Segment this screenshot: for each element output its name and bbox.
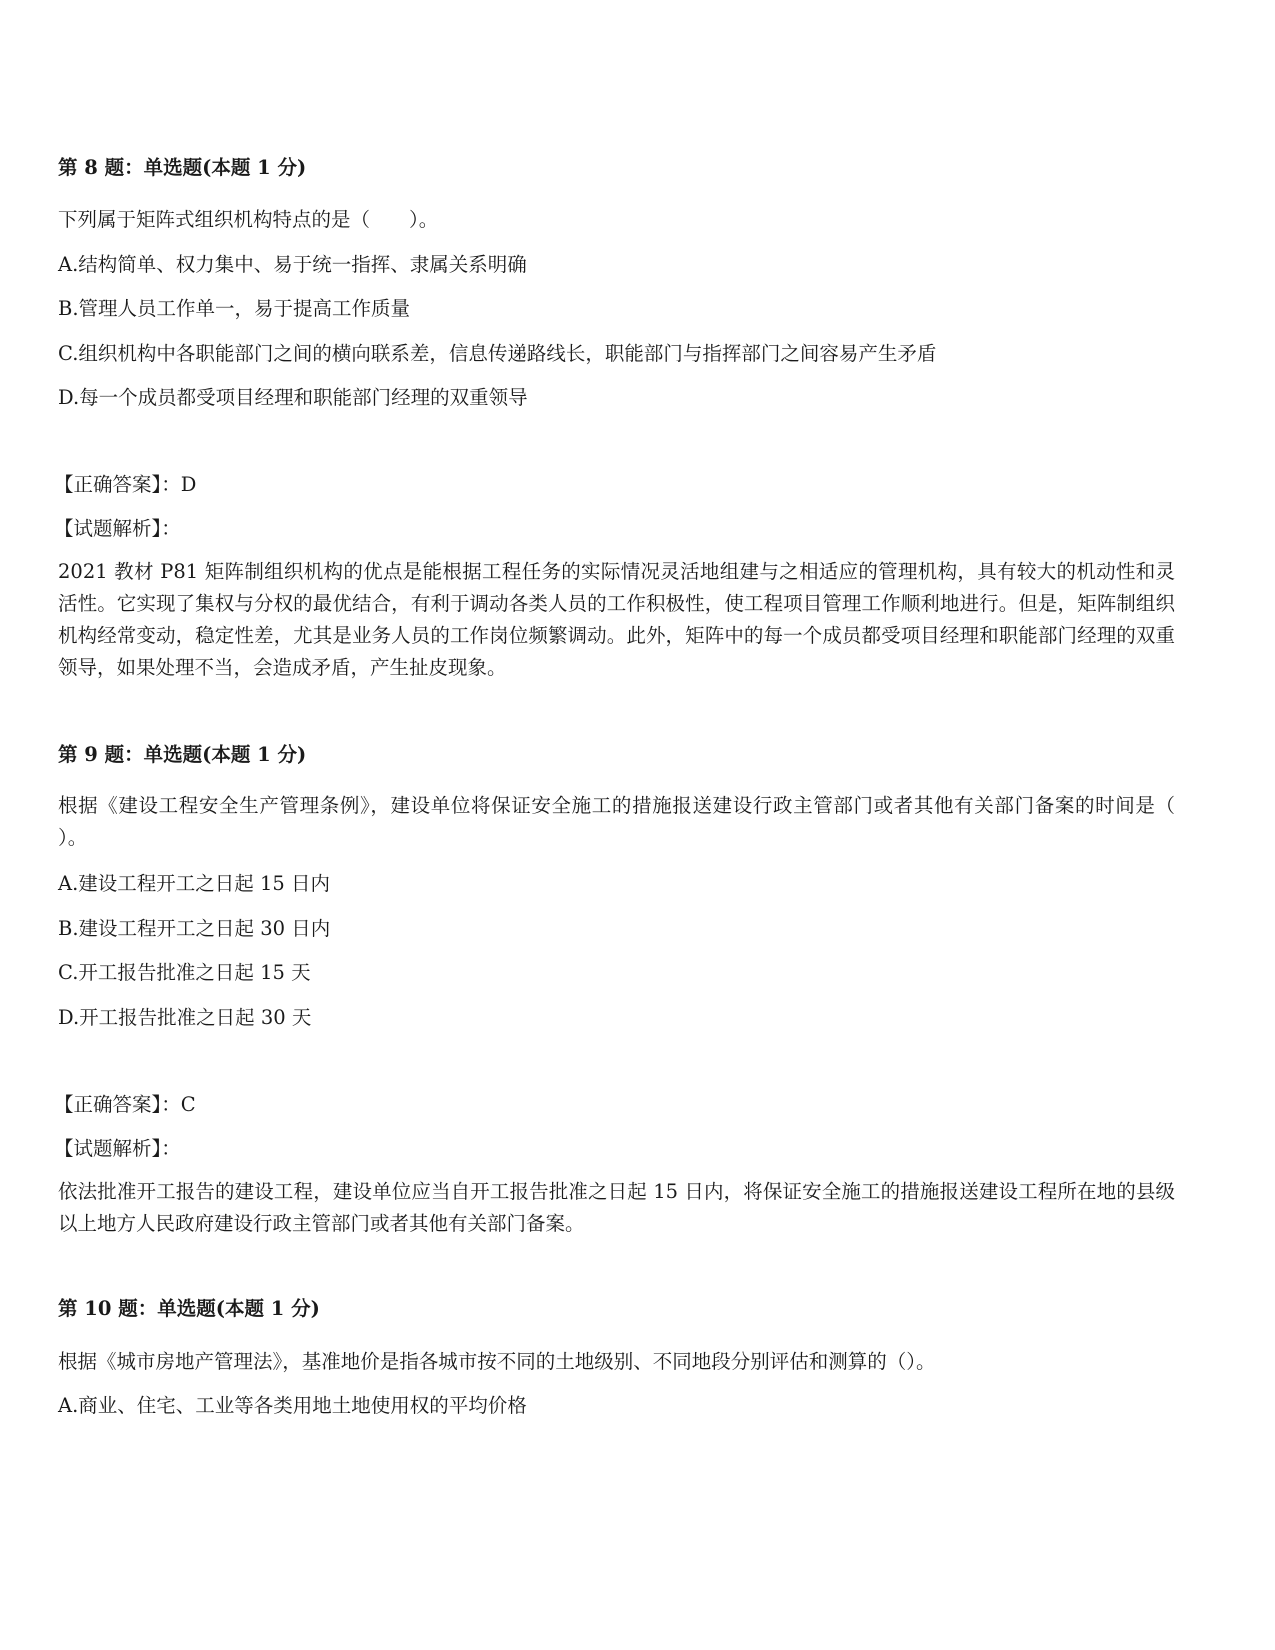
option-c: C.组织机构中各职能部门之间的横向联系差，信息传递路线长，职能部门与指挥部门之间容易产生矛盾	[58, 342, 937, 365]
analysis-text: 依法批准开工报告的建设工程，建设单位应当自开工报告批准之日起 15 日内，将保证安全施工的措施报送建设工程所在地的县级以上地方人民政府建设行政主管部门或者其他有关部门备案。	[58, 1180, 1175, 1235]
correct-answer: 【正确答案】：D	[54, 473, 197, 496]
correct-answer: 【正确答案】：C	[54, 1093, 196, 1116]
analysis-label: 【试题解析】：	[54, 1137, 181, 1160]
analysis-label: 【试题解析】：	[54, 517, 181, 540]
question-stem: 下列属于矩阵式组织机构特点的是（ ）。	[58, 208, 439, 231]
option-a: A.商业、住宅、工业等各类用地土地使用权的平均价格	[58, 1394, 527, 1417]
option-c: C.开工报告批准之日起 15 天	[58, 961, 311, 984]
option-a: A.结构简单、权力集中、易于统一指挥、隶属关系明确	[58, 253, 527, 276]
option-d: D.每一个成员都受项目经理和职能部门经理的双重领导	[58, 386, 528, 409]
question-heading: 第 10 题：单选题(本题 1 分)	[58, 1297, 320, 1320]
question-heading: 第 9 题：单选题(本题 1 分)	[58, 743, 307, 766]
option-b: B.管理人员工作单一，易于提高工作质量	[58, 297, 411, 320]
question-heading: 第 8 题：单选题(本题 1 分)	[58, 156, 307, 179]
option-a: A.建设工程开工之日起 15 日内	[58, 872, 330, 895]
option-d: D.开工报告批准之日起 30 天	[58, 1006, 312, 1029]
question-stem: 根据《建设工程安全生产管理条例》，建设单位将保证安全施工的措施报送建设行政主管部门或者其他有关部门备案的时间是（ ）。	[58, 794, 1175, 849]
question-stem: 根据《城市房地产管理法》，基准地价是指各城市按不同的土地级别、不同地段分别评估和测算的（）。	[58, 1350, 936, 1373]
option-b: B.建设工程开工之日起 30 日内	[58, 917, 331, 940]
analysis-text: 2021 教材 P81 矩阵制组织机构的优点是能根据工程任务的实际情况灵活地组建与之相适应的管理机构，具有较大的机动性和灵活性。它实现了集权与分权的最优结合，有利于调动各类人员的工作积极性，使工程项目管理工作顺利地进行。但是，矩阵制组织机构经常变动，稳定性差，尤其是业务人员的工作岗位频繁调动。此外，矩阵中的每一个成员都受项目经理和职能部门经理的双重领导，如果处理不当，会造成矛盾，产生扯皮现象。	[58, 560, 1175, 679]
